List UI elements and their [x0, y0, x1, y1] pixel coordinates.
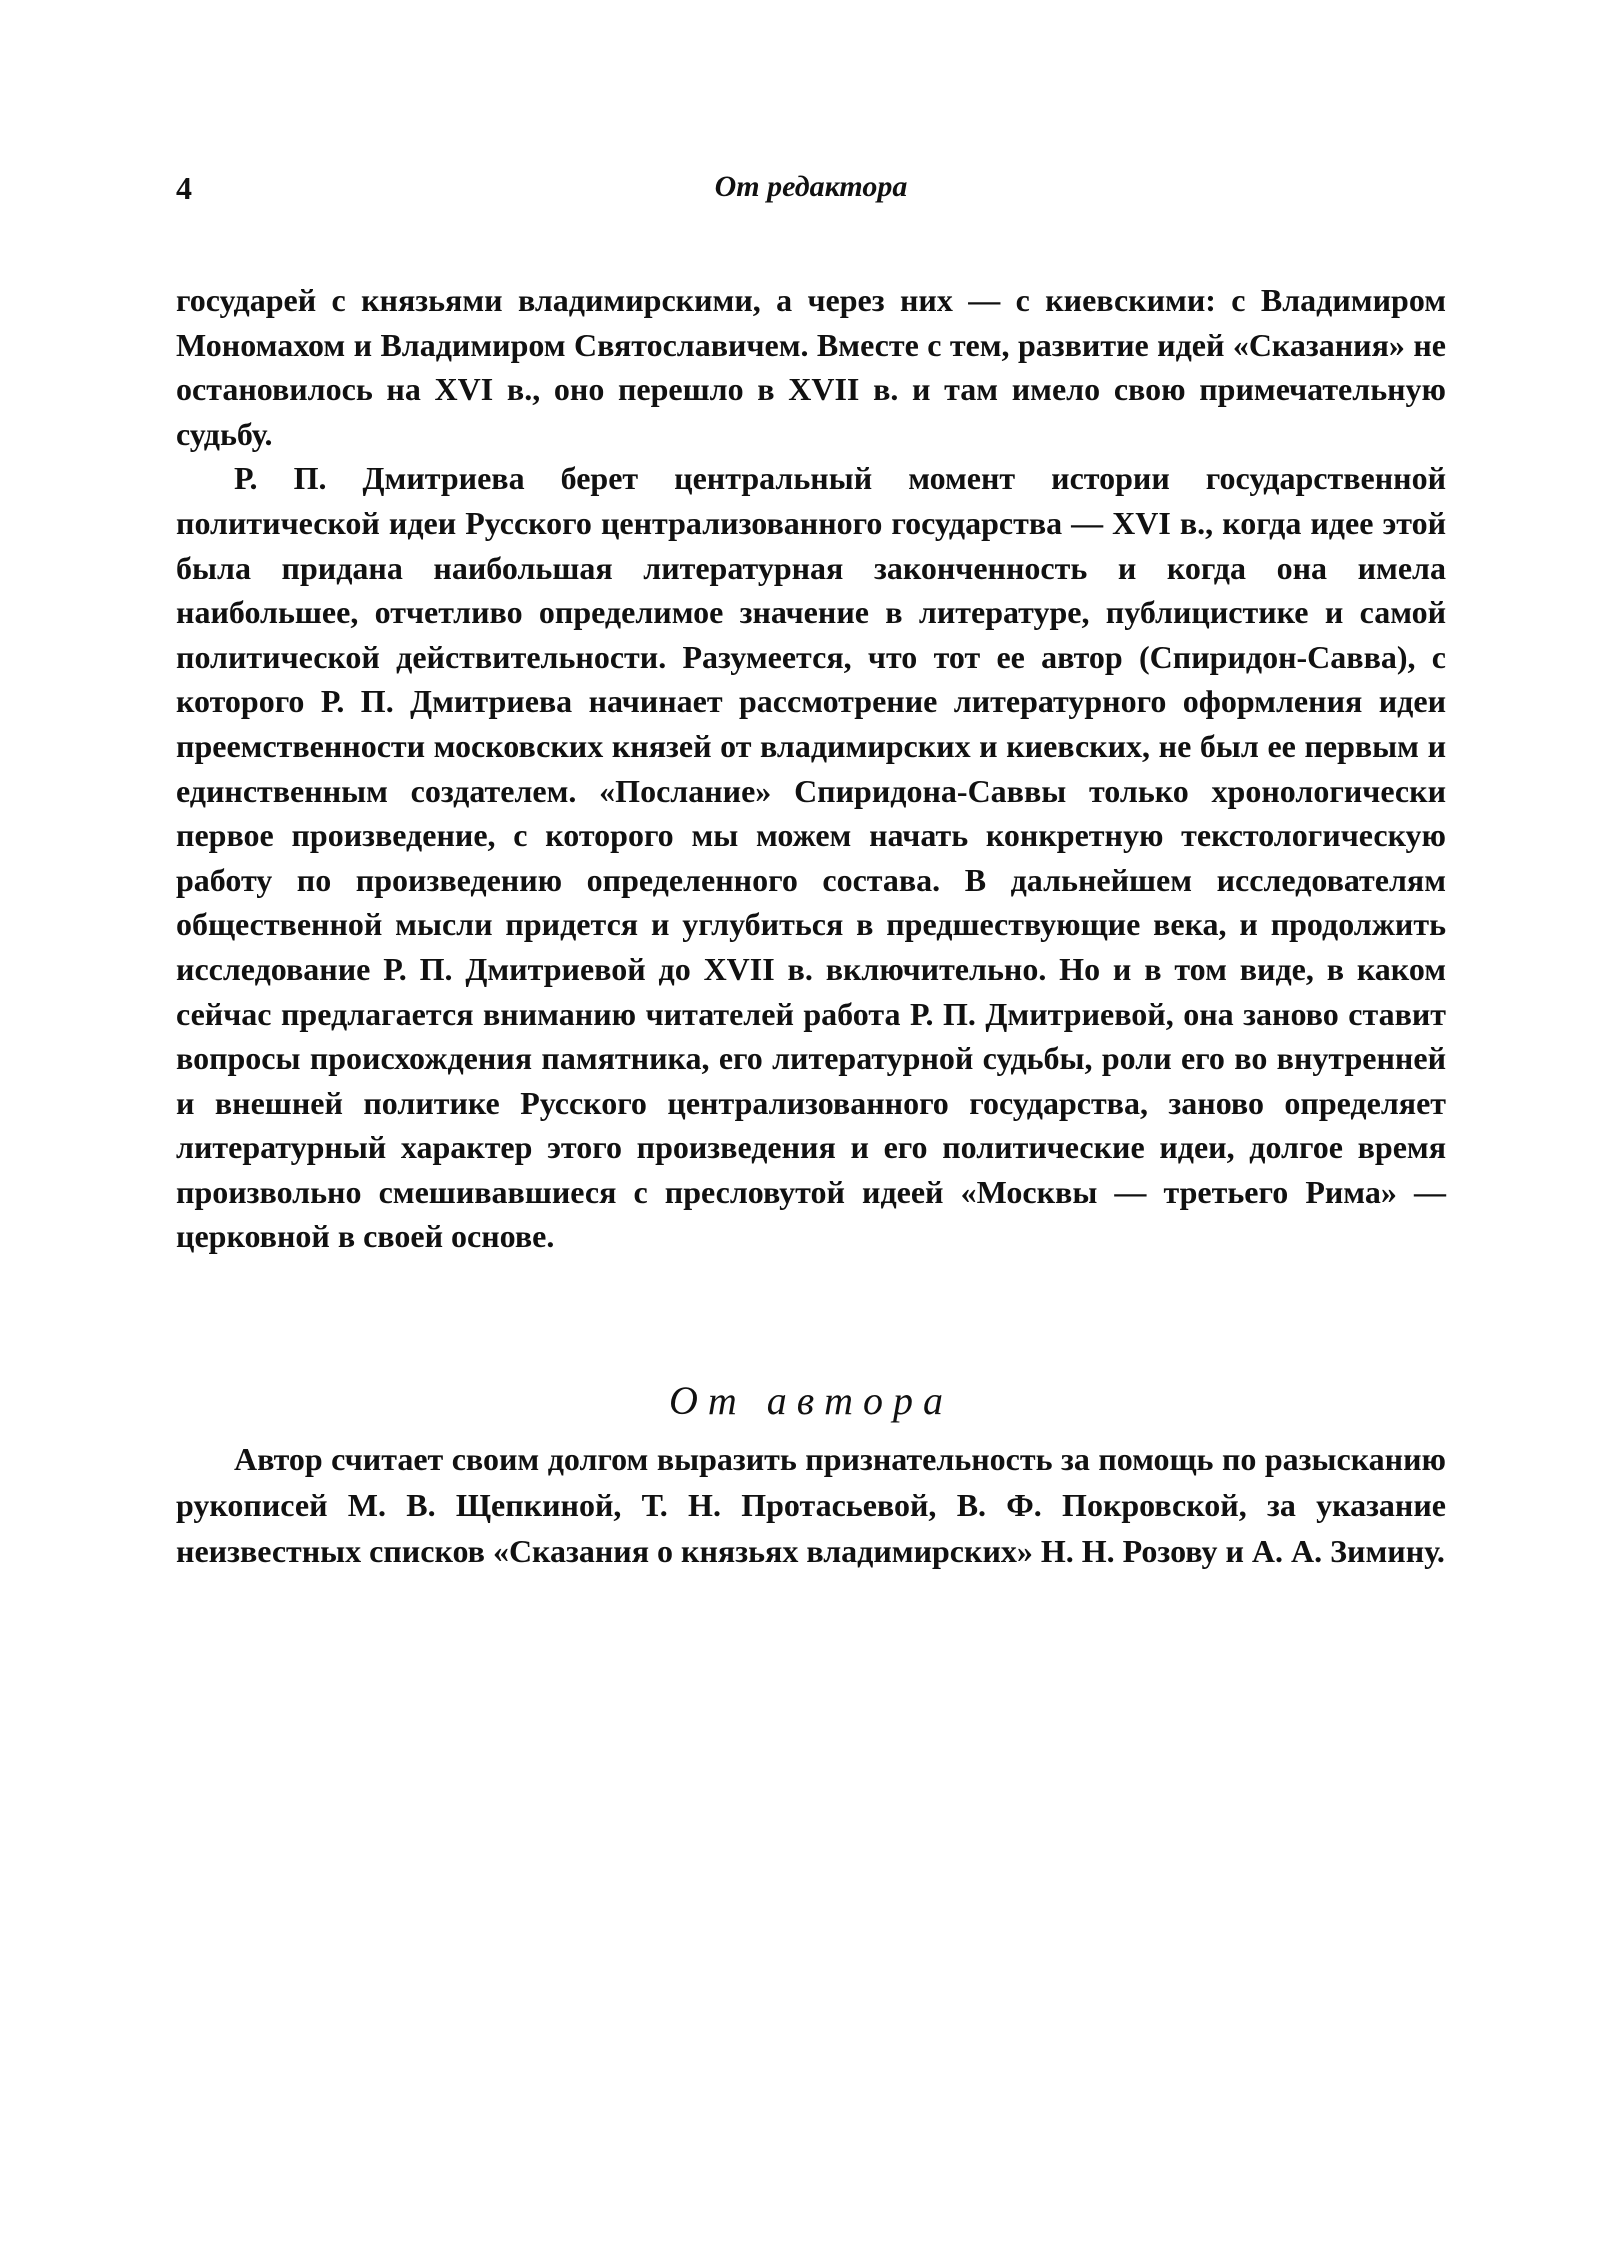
paragraph-continuation: государей с князьями владимирскими, а через них — с киевскими: с Владимиром Мономахом и Владимиром Святославичем. Вместе с тем, развитие идей «Сказания» не остановилось на XVI в., оно перешло в XVII в. и там имело свою примечательную судьбу. [176, 282, 1446, 452]
running-head-title: От редактора [714, 170, 908, 203]
page-number: 4 [176, 170, 192, 206]
book-page [176, 170, 1446, 2170]
section-title-from-author: От автора [668, 1378, 954, 1424]
running-head [176, 170, 1446, 230]
paragraph-dmitrieva: Р. П. Дмитриева берет центральный момент истории государственной политической идеи Русского централизованного государства — XVI в., когда идее этой была придана наибольшая литературная законченность и когда она имела наибольшее, отчетливо определимое значение в литературе, публицистике и самой политической действительности. Разумеется, что тот ее автор (Спиридон-Савва), с которого Р. П. Дмитриева начинает рассмотрение литературного оформления идеи преемственности московских князей от владимирских и киевских, не был ее первым и единственным создателем. «Послание» Спиридона-Саввы только хронологически первое произведение, с которого мы можем начать конкретную текстологическую работу по произведению определенного состава. В дальнейшем исследователям общественной мысли придется и углубиться в предшествующие века, и продолжить исследование Р. П. Дмитриевой до XVII в. включительно. Но и в том виде, в каком сейчас предлагается вниманию читателей работа Р. П. Дмитриевой, она заново ставит вопросы происхождения памятника, его литературной судьбы, роли его во внутренней и внешней политике Русского централизованного государства, заново определяет литературный характер этого произведения и его политические идеи, долгое время произвольно смешивавшиеся с пресловутой идеей «Москвы — третьего Рима» — церковной в своей основе. [176, 460, 1446, 1255]
paragraph-acknowledgement: Автор считает своим долгом выразить признательность за помощь по разысканию рукописей М. В. Щепкиной, Т. Н. Протасьевой, В. Ф. Покровской, за указание неизвестных списков «Сказания о князьях владимирских» Н. Н. Розову и А. А. Зимину. [176, 1441, 1446, 1570]
author-text [176, 1436, 1446, 1574]
editor-text [176, 278, 1446, 1259]
